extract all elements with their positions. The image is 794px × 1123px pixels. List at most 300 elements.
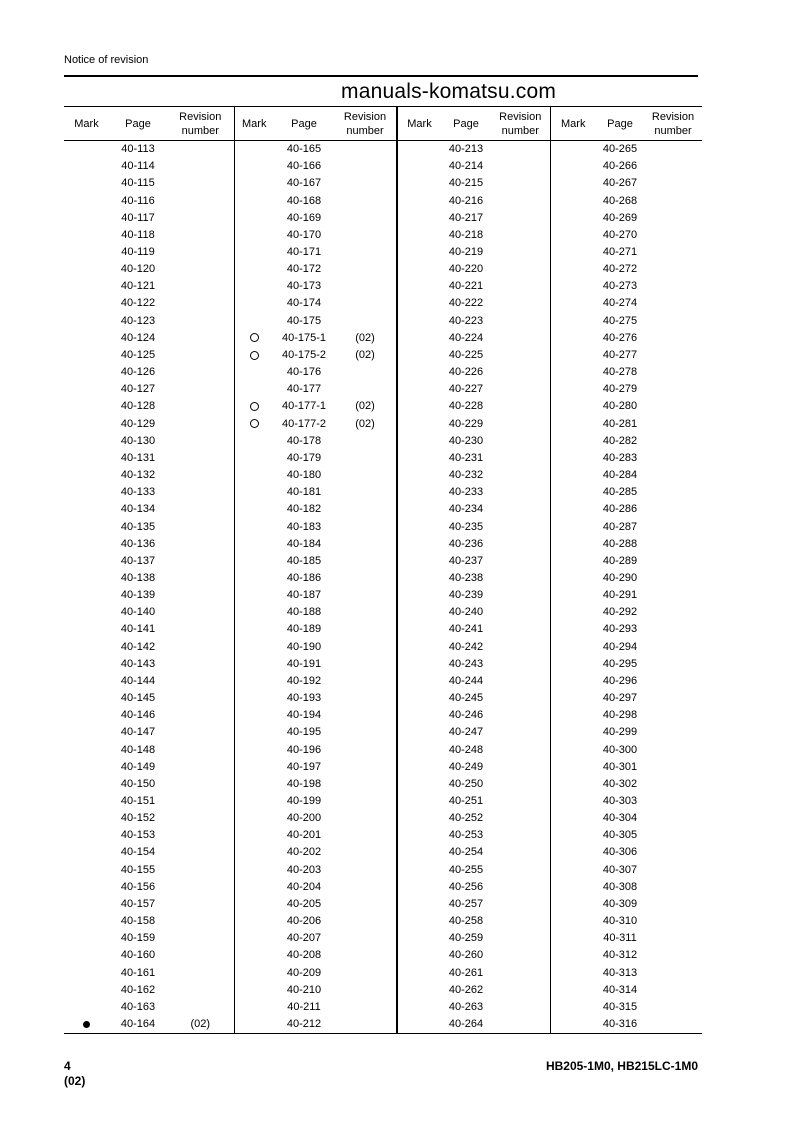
revision-cell <box>644 724 702 741</box>
revision-cell <box>644 553 702 570</box>
revision-cell: (02) <box>167 1016 234 1034</box>
mark-cell <box>234 827 274 844</box>
revision-cell <box>334 467 397 484</box>
revision-cell <box>491 776 550 793</box>
revision-cell <box>334 518 397 535</box>
mark-cell <box>550 158 596 175</box>
page-cell: 40-207 <box>286 932 322 945</box>
page-number: 4 <box>64 1059 71 1073</box>
mark-cell <box>550 827 596 844</box>
mark-cell <box>397 553 441 570</box>
mark-cell <box>64 313 109 330</box>
revision-cell <box>644 827 702 844</box>
table-row <box>64 244 702 261</box>
mark-cell <box>234 930 274 947</box>
mark-cell <box>550 965 596 982</box>
mark-cell <box>234 536 274 553</box>
column-header-page: Page <box>596 107 644 141</box>
table-row <box>64 862 702 879</box>
page-cell: 40-142 <box>120 640 156 653</box>
revision-cell <box>644 896 702 913</box>
page-cell: 40-302 <box>602 777 638 790</box>
mark-cell <box>234 776 274 793</box>
revision-cell <box>491 896 550 913</box>
mark-cell <box>397 690 441 707</box>
page-cell: 40-301 <box>602 760 638 773</box>
table-row <box>64 158 702 175</box>
page-cell: 40-227 <box>448 383 484 396</box>
revision-cell <box>167 347 234 364</box>
page-cell: 40-172 <box>286 263 322 276</box>
page-cell: 40-188 <box>286 606 322 619</box>
mark-cell <box>550 673 596 690</box>
page-cell: 40-245 <box>448 692 484 705</box>
revision-cell <box>334 810 397 827</box>
revision-cell <box>167 553 234 570</box>
revision-cell: (02) <box>355 331 375 344</box>
mark-cell <box>64 965 109 982</box>
mark-cell <box>550 947 596 964</box>
revision-cell <box>644 741 702 758</box>
revision-cell <box>491 1016 550 1034</box>
page-cell: 40-212 <box>274 1016 334 1034</box>
mark-cell <box>550 913 596 930</box>
revision-cell <box>167 295 234 312</box>
revision-cell <box>644 141 702 159</box>
mark-cell <box>550 604 596 621</box>
page-cell: 40-128 <box>120 400 156 413</box>
mark-cell <box>234 381 274 398</box>
page-cell: 40-148 <box>120 743 156 756</box>
mark-cell <box>64 295 109 312</box>
open-circle-mark-icon <box>250 402 259 411</box>
page-cell: 40-196 <box>286 743 322 756</box>
revision-cell <box>334 553 397 570</box>
page-cell: 40-201 <box>286 829 322 842</box>
page-cell: 40-273 <box>602 280 638 293</box>
revision-label-line1: Revision <box>179 110 222 123</box>
page-cell: 40-280 <box>602 400 638 413</box>
page-cell: 40-289 <box>602 554 638 567</box>
page-cell: 40-237 <box>448 554 484 567</box>
page-cell: 40-115 <box>121 177 155 190</box>
table-row <box>64 295 702 312</box>
page-cell: 40-276 <box>602 331 638 344</box>
page-cell: 40-232 <box>448 469 484 482</box>
mark-cell <box>64 381 109 398</box>
revision-cell <box>491 707 550 724</box>
page-cell: 40-190 <box>286 640 322 653</box>
page-cell: 40-114 <box>121 160 155 173</box>
page-cell: 40-177-2 <box>281 417 327 430</box>
page-cell: 40-235 <box>448 520 484 533</box>
mark-cell <box>397 724 441 741</box>
page-cell: 40-116 <box>121 194 155 207</box>
mark-cell <box>550 982 596 999</box>
revision-cell <box>644 879 702 896</box>
page-cell: 40-316 <box>596 1016 644 1034</box>
page-cell: 40-287 <box>602 520 638 533</box>
revision-cell <box>491 844 550 861</box>
mark-cell <box>550 553 596 570</box>
table-row <box>64 690 702 707</box>
revision-cell <box>491 879 550 896</box>
revision-cell <box>644 930 702 947</box>
page-cell: 40-253 <box>448 829 484 842</box>
revision-cell <box>334 844 397 861</box>
mark-cell <box>550 467 596 484</box>
revision-cell <box>167 501 234 518</box>
revision-cell <box>334 604 397 621</box>
revision-cell <box>167 999 234 1016</box>
mark-cell <box>234 1016 274 1034</box>
table-row <box>64 793 702 810</box>
table-row <box>64 879 702 896</box>
revision-cell <box>491 604 550 621</box>
revision-cell <box>334 690 397 707</box>
revision-cell <box>334 364 397 381</box>
revision-cell <box>334 999 397 1016</box>
table-row <box>64 724 702 741</box>
page-cell: 40-122 <box>120 297 156 310</box>
revision-cell <box>167 930 234 947</box>
mark-cell <box>397 913 441 930</box>
revision-cell <box>491 965 550 982</box>
mark-cell <box>397 639 441 656</box>
mark-cell <box>234 741 274 758</box>
table-row <box>64 381 702 398</box>
page-cell: 40-126 <box>120 366 156 379</box>
page-cell: 40-285 <box>602 486 638 499</box>
revision-cell <box>167 673 234 690</box>
revision-cell <box>491 450 550 467</box>
page-cell: 40-217 <box>448 211 484 224</box>
mark-cell <box>550 759 596 776</box>
revision-cell <box>334 295 397 312</box>
mark-cell <box>64 656 109 673</box>
revision-cell <box>644 604 702 621</box>
column-header-page: Page <box>274 107 334 141</box>
revision-cell <box>644 381 702 398</box>
table-row <box>64 553 702 570</box>
revision-cell <box>644 536 702 553</box>
mark-cell <box>64 210 109 227</box>
page-cell: 40-248 <box>448 743 484 756</box>
revision-cell <box>334 741 397 758</box>
mark-cell <box>397 741 441 758</box>
mark-cell <box>234 724 274 741</box>
page-cell: 40-270 <box>602 228 638 241</box>
page-cell: 40-204 <box>286 880 322 893</box>
revision-cell <box>644 330 702 347</box>
page-cell: 40-146 <box>120 709 156 722</box>
revision-label-line1: Revision <box>343 110 387 123</box>
page-cell: 40-271 <box>602 246 638 259</box>
page-cell: 40-312 <box>602 949 638 962</box>
mark-cell <box>64 416 109 433</box>
table-row <box>64 639 702 656</box>
mark-cell <box>550 570 596 587</box>
page-cell: 40-277 <box>602 348 638 361</box>
mark-cell <box>550 433 596 450</box>
page-cell: 40-263 <box>448 1000 484 1013</box>
table-row <box>64 741 702 758</box>
page-cell: 40-182 <box>286 503 322 516</box>
page-cell: 40-198 <box>286 777 322 790</box>
mark-cell <box>64 450 109 467</box>
revision-cell: (02) <box>355 348 375 361</box>
mark-cell <box>234 175 274 192</box>
mark-cell <box>234 244 274 261</box>
revision-cell <box>167 965 234 982</box>
page-cell: 40-195 <box>286 726 322 739</box>
page-cell: 40-167 <box>286 177 322 190</box>
revision-cell <box>491 210 550 227</box>
page-cell: 40-216 <box>448 194 484 207</box>
page-cell: 40-176 <box>286 366 322 379</box>
mark-cell <box>64 192 109 209</box>
revision-cell <box>334 381 397 398</box>
table-row <box>64 1016 702 1034</box>
page-cell: 40-296 <box>602 674 638 687</box>
revision-table <box>64 106 702 1034</box>
revision-cell <box>644 227 702 244</box>
revision-cell <box>644 244 702 261</box>
open-circle-mark-icon <box>250 333 259 342</box>
page-cell: 40-229 <box>448 417 484 430</box>
page-cell: 40-161 <box>120 966 156 979</box>
table-row <box>64 673 702 690</box>
column-header-revision <box>334 107 397 141</box>
page-cell: 40-157 <box>120 897 156 910</box>
page-cell: 40-228 <box>448 400 484 413</box>
table-row <box>64 656 702 673</box>
page-cell: 40-260 <box>448 949 484 962</box>
revision-cell <box>334 278 397 295</box>
table-row <box>64 210 702 227</box>
page-cell: 40-291 <box>602 589 638 602</box>
page-cell: 40-189 <box>286 623 322 636</box>
revision-cell <box>644 707 702 724</box>
mark-cell <box>64 433 109 450</box>
revision-cell <box>334 244 397 261</box>
column-header-revision <box>644 107 702 141</box>
page-cell: 40-275 <box>602 314 638 327</box>
page-cell: 40-230 <box>448 434 484 447</box>
revision-cell <box>644 862 702 879</box>
mark-cell <box>397 467 441 484</box>
mark-cell <box>397 604 441 621</box>
revision-cell <box>167 175 234 192</box>
page-cell: 40-223 <box>448 314 484 327</box>
revision-cell <box>491 518 550 535</box>
mark-cell <box>234 518 274 535</box>
revision-label-line1: Revision <box>499 110 542 123</box>
revision-cell <box>644 690 702 707</box>
page-cell: 40-219 <box>448 246 484 259</box>
mark-cell <box>550 244 596 261</box>
revision-cell <box>644 484 702 501</box>
page-cell: 40-152 <box>120 812 156 825</box>
page-cell: 40-256 <box>448 880 484 893</box>
page-cell: 40-163 <box>120 1000 156 1013</box>
page-cell: 40-251 <box>448 795 484 808</box>
mark-cell <box>64 741 109 758</box>
mark-cell <box>550 639 596 656</box>
revision-cell <box>491 930 550 947</box>
page-cell: 40-149 <box>120 760 156 773</box>
revision-cell <box>491 570 550 587</box>
mark-cell <box>234 192 274 209</box>
page-cell: 40-166 <box>286 160 322 173</box>
mark-cell <box>397 776 441 793</box>
mark-cell <box>64 278 109 295</box>
revision-cell <box>644 295 702 312</box>
mark-cell <box>64 158 109 175</box>
mark-cell <box>64 244 109 261</box>
revision-cell <box>167 913 234 930</box>
revision-cell <box>167 210 234 227</box>
mark-cell <box>550 810 596 827</box>
revision-cell <box>491 192 550 209</box>
page-cell: 40-221 <box>448 280 484 293</box>
page-cell: 40-299 <box>602 726 638 739</box>
page-cell: 40-127 <box>120 383 156 396</box>
mark-cell <box>397 364 441 381</box>
revision-cell <box>491 639 550 656</box>
table-row <box>64 587 702 604</box>
revision-cell <box>334 227 397 244</box>
page-cell: 40-144 <box>120 674 156 687</box>
page-cell: 40-174 <box>286 297 322 310</box>
mark-cell <box>550 862 596 879</box>
page-revision: (02) <box>64 1074 86 1088</box>
revision-cell <box>644 467 702 484</box>
revision-cell <box>334 621 397 638</box>
table-row <box>64 536 702 553</box>
mark-cell <box>64 587 109 604</box>
revision-cell <box>334 913 397 930</box>
revision-cell <box>334 896 397 913</box>
revision-cell <box>334 210 397 227</box>
page-cell: 40-183 <box>286 520 322 533</box>
revision-label-line1: Revision <box>651 110 695 123</box>
revision-cell <box>167 536 234 553</box>
mark-cell <box>397 656 441 673</box>
revision-cell <box>491 656 550 673</box>
revision-cell <box>167 776 234 793</box>
mark-cell <box>64 690 109 707</box>
mark-cell <box>64 999 109 1016</box>
page-cell: 40-274 <box>602 297 638 310</box>
mark-cell <box>397 759 441 776</box>
revision-cell <box>491 158 550 175</box>
page-cell: 40-206 <box>286 915 322 928</box>
mark-cell <box>234 690 274 707</box>
mark-cell <box>397 141 441 159</box>
page-cell: 40-224 <box>448 331 484 344</box>
page-cell: 40-241 <box>448 623 484 636</box>
page-cell: 40-141 <box>120 623 156 636</box>
page-cell: 40-130 <box>120 434 156 447</box>
revision-cell <box>334 587 397 604</box>
mark-cell <box>64 501 109 518</box>
mark-cell <box>64 776 109 793</box>
mark-cell <box>550 450 596 467</box>
revision-cell <box>167 484 234 501</box>
open-circle-mark-icon <box>250 351 259 360</box>
mark-cell <box>550 518 596 535</box>
revision-label-line2: number <box>654 124 692 137</box>
page-cell: 40-314 <box>602 983 638 996</box>
mark-cell <box>397 947 441 964</box>
mark-cell <box>397 158 441 175</box>
mark-cell <box>550 330 596 347</box>
mark-cell <box>550 776 596 793</box>
page-cell: 40-265 <box>602 143 638 156</box>
revision-cell <box>167 192 234 209</box>
revision-cell <box>644 158 702 175</box>
page-cell: 40-119 <box>121 246 155 259</box>
mark-cell <box>397 930 441 947</box>
revision-cell <box>644 398 702 415</box>
page-cell: 40-113 <box>121 143 155 156</box>
revision-cell <box>491 913 550 930</box>
revision-cell <box>644 587 702 604</box>
table-row <box>64 604 702 621</box>
mark-cell <box>234 501 274 518</box>
revision-cell <box>167 381 234 398</box>
page-cell: 40-234 <box>448 503 484 516</box>
revision-cell <box>167 639 234 656</box>
mark-cell <box>397 330 441 347</box>
page-cell: 40-124 <box>120 331 156 344</box>
mark-cell <box>397 536 441 553</box>
page-cell: 40-175-2 <box>281 348 327 361</box>
mark-cell <box>234 982 274 999</box>
page-cell: 40-300 <box>602 743 638 756</box>
mark-cell <box>550 227 596 244</box>
page-cell: 40-199 <box>286 795 322 808</box>
mark-cell <box>550 690 596 707</box>
mark-cell <box>550 313 596 330</box>
page-cell: 40-121 <box>120 280 156 293</box>
revision-cell <box>644 261 702 278</box>
mark-cell <box>234 553 274 570</box>
mark-cell <box>550 141 596 159</box>
mark-cell <box>397 192 441 209</box>
mark-cell <box>397 862 441 879</box>
page-cell: 40-288 <box>602 537 638 550</box>
table-header-row <box>64 107 702 141</box>
mark-cell <box>397 570 441 587</box>
mark-cell <box>64 467 109 484</box>
table-row <box>64 433 702 450</box>
table-row <box>64 416 702 433</box>
mark-cell <box>234 398 274 415</box>
mark-cell <box>550 381 596 398</box>
page-cell: 40-117 <box>121 211 155 224</box>
revision-cell <box>167 621 234 638</box>
mark-cell <box>64 518 109 535</box>
page-cell: 40-186 <box>286 571 322 584</box>
page-cell: 40-177-1 <box>281 400 327 413</box>
column-header-mark: Mark <box>64 107 109 141</box>
revision-cell <box>491 141 550 159</box>
revision-cell <box>491 227 550 244</box>
revision-cell <box>167 879 234 896</box>
page-cell: 40-213 <box>448 143 484 156</box>
